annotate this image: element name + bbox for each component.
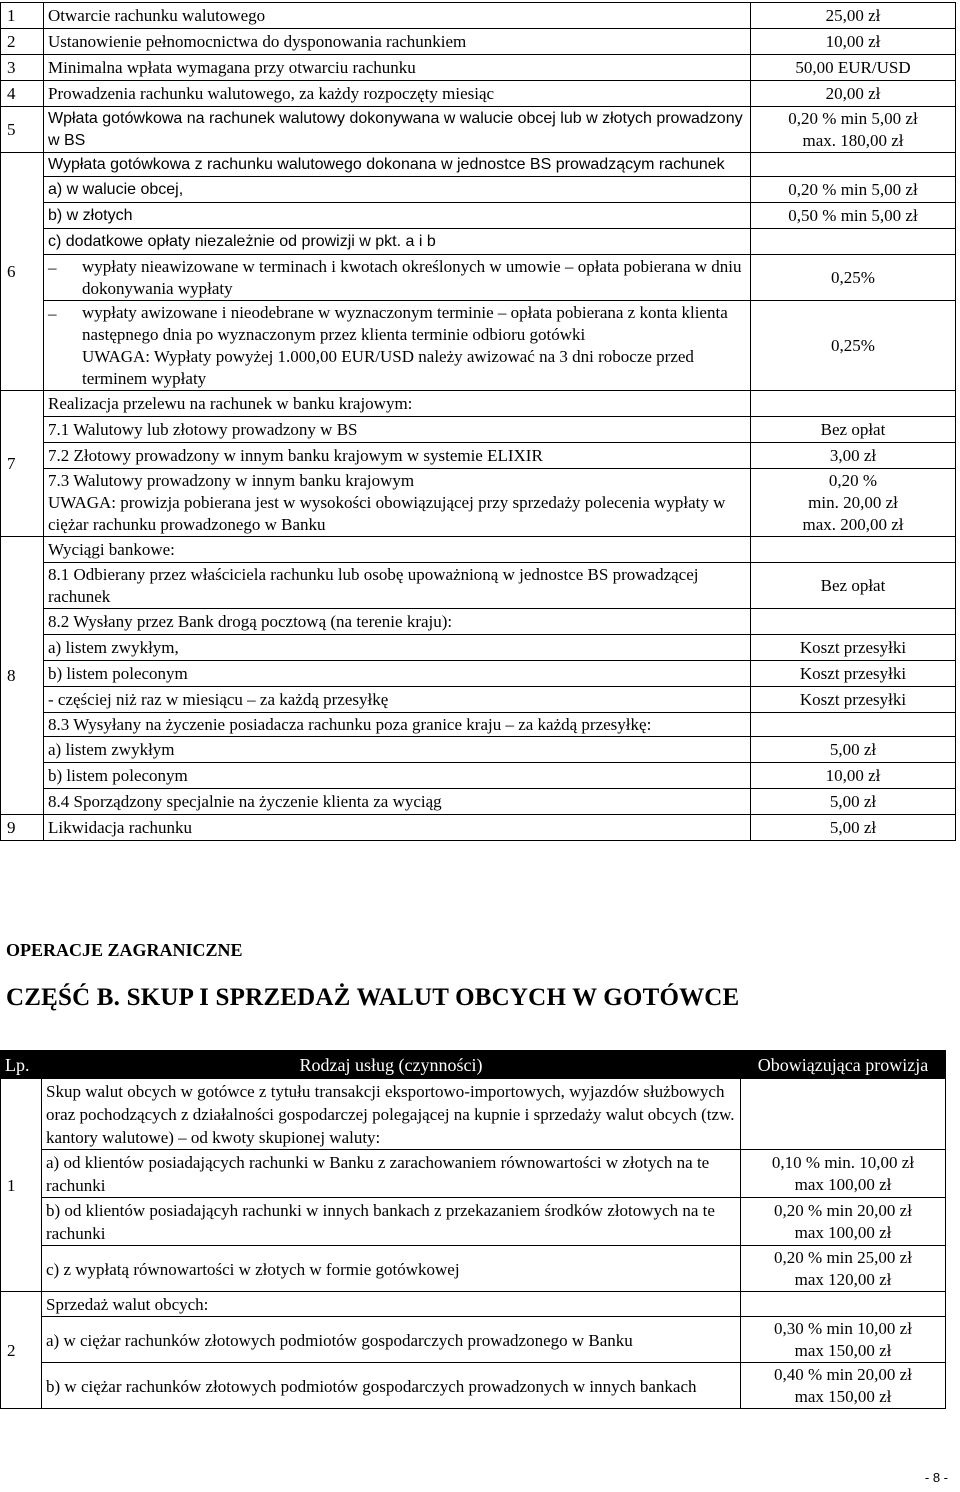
row-number: 5: [1, 107, 44, 153]
description-text: 7.3 Walutowy prowadzony w innym banku krajowym: [48, 471, 415, 490]
fee-line: max 150,00 zł: [794, 1341, 892, 1360]
fee-value: 50,00 EUR/USD: [751, 55, 956, 81]
sub-item: b) w złotych: [44, 203, 751, 229]
fee-value: 25,00 zł: [751, 3, 956, 29]
service-description: Skup walut obcych w gotówce z tytułu transakcji eksportowo-importowych, wyjazdów służbowych oraz pochodzących z działalności gospodarczej polegającej na kupnie i sprzedaży walut obcych (tzw. kantory walutowe) – od kwoty skupionej waluty:: [42, 1079, 741, 1150]
table-row: [1, 469, 956, 537]
fee-line: 0,20 %: [828, 471, 878, 490]
fee-line: 0,20 % min 25,00 zł: [774, 1248, 912, 1267]
fee-value: [751, 469, 956, 537]
fee-value: 10,00 zł: [751, 29, 956, 55]
fee-value: [751, 713, 956, 737]
fee-line: 0,10 % min. 10,00 zł: [771, 1153, 915, 1172]
sub-item: c) dodatkowe opłaty niezależnie od prowizji w pkt. a i b: [44, 229, 751, 255]
fee-value: Bez opłat: [751, 563, 956, 609]
fee-value: 10,00 zł: [751, 763, 956, 789]
table-row: [1, 301, 956, 391]
fee-line: max. 180,00 zł: [802, 131, 904, 150]
sub-item: b) listem poleconym: [44, 763, 751, 789]
column-header-commission: Obowiązująca prowizja: [741, 1051, 946, 1079]
service-description: Otwarcie rachunku walutowego: [44, 3, 751, 29]
table-row: [1, 417, 956, 443]
sub-item: [44, 563, 751, 609]
fx-fees-table: [0, 1050, 946, 1409]
column-header-service: Rodzaj usług (czynności): [42, 1051, 741, 1079]
section-title: OPERACJE ZAGRANICZNE: [6, 940, 243, 960]
part-title: CZĘŚĆ B. SKUP I SPRZEDAŻ WALUT OBCYCH W GOTÓWCE: [6, 984, 740, 1011]
sub-item: 7.1 Walutowy lub złotowy prowadzony w BS: [44, 417, 751, 443]
dash-bullet: –: [48, 258, 57, 277]
service-description: Prowadzenia rachunku walutowego, za każdy rozpoczęty miesiąc: [44, 81, 751, 107]
fee-value: 0,25%: [751, 255, 956, 301]
table-row: [1, 3, 956, 29]
fee-value: [741, 1079, 946, 1150]
table-row: [1, 737, 956, 763]
table-row: [1, 763, 956, 789]
note-text: UWAGA: Wypłaty powyżej 1.000,00 EUR/USD należy awizować na 3 dni robocze przed terminem wypłaty: [82, 347, 694, 388]
sub-item: b) listem poleconym: [44, 661, 751, 687]
fee-value: Koszt przesyłki: [751, 661, 956, 687]
table-row: [1, 1363, 946, 1409]
service-description: [44, 153, 751, 177]
table-row: [1, 789, 956, 815]
fee-value: 0,25%: [751, 301, 956, 391]
table-row: [1, 563, 956, 609]
description-text: Wpłata gotówkowa na rachunek walutowy dokonywana w walucie obcej lub w złotych prowadzony w BS: [48, 110, 743, 149]
fee-value: [741, 1317, 946, 1363]
fee-line: max 100,00 zł: [794, 1175, 892, 1194]
sub-item: 8.2 Wysłany przez Bank drogą pocztową (na terenie kraju):: [44, 609, 751, 635]
table-row: [1, 55, 956, 81]
table-row: [1, 687, 956, 713]
fee-value: Bez opłat: [751, 417, 956, 443]
description-text: 8.3 Wysyłany na życzenie posiadacza rachunku poza granice kraju – za każdą przesyłkę:: [48, 715, 652, 734]
fee-value: [751, 107, 956, 153]
sub-item: a) w ciężar rachunków złotowych podmiotów gospodarczych prowadzonego w Banku: [42, 1317, 741, 1363]
fee-value: Koszt przesyłki: [751, 635, 956, 661]
service-description: Likwidacja rachunku: [44, 815, 751, 841]
table-row: [1, 1292, 946, 1317]
row-number: 6: [1, 153, 44, 391]
row-number: 9: [1, 815, 44, 841]
column-header-lp: Lp.: [1, 1051, 42, 1079]
table-row: [1, 815, 956, 841]
sub-item: a) w walucie obcej,: [44, 177, 751, 203]
page-number: - 8 -: [924, 1470, 948, 1485]
sub-item: c) z wypłatą równowartości w złotych w formie gotówkowej: [42, 1246, 741, 1292]
sub-item: b) od klientów posiadającyh rachunki w innych bankach z przekazaniem środków złotowych na te rachunki: [42, 1198, 741, 1246]
table-row: [1, 609, 956, 635]
table-row: [1, 153, 956, 177]
row-number: 8: [1, 537, 44, 815]
fee-value: [751, 391, 956, 417]
fee-value: [751, 229, 956, 255]
fee-value: 5,00 zł: [751, 737, 956, 763]
dash-bullet: –: [48, 304, 57, 323]
fee-value: [751, 609, 956, 635]
fee-value: Koszt przesyłki: [751, 687, 956, 713]
fee-line: 0,20 % min 20,00 zł: [774, 1201, 912, 1220]
fee-line: max 100,00 zł: [794, 1223, 892, 1242]
table-row: [1, 81, 956, 107]
fee-value: 0,20 % min 5,00 zł: [751, 177, 956, 203]
note-text: UWAGA: prowizja pobierana jest w wysokości obowiązującej przy sprzedaży polecenia wypłaty w ciężar rachunku prowadzonego w Banku: [48, 493, 726, 534]
table-row: [1, 1317, 946, 1363]
table-row: [1, 29, 956, 55]
sub-item: [44, 713, 751, 737]
fee-value: 5,00 zł: [751, 789, 956, 815]
sub-item: - częściej niż raz w miesiącu – za każdą przesyłkę: [44, 687, 751, 713]
service-description: Sprzedaż walut obcych:: [42, 1292, 741, 1317]
description-text: 8.1 Odbierany przez właściciela rachunku lub osobę upoważnioną w jednostce BS prowadzącej rachunek: [48, 565, 699, 606]
description-text: wypłaty awizowane i nieodebrane w wyznaczonym terminie – opłata pobierana z konta klienta następnego dnia po wyznaczonym przez klienta terminie odbioru gotówki: [82, 303, 728, 344]
fee-value: [751, 537, 956, 563]
description-text: Wypłata gotówkowa z rachunku walutowego dokonana w jednostce BS prowadzącym rachunek: [48, 156, 725, 173]
row-number: 3: [1, 55, 44, 81]
fee-value: 3,00 zł: [751, 443, 956, 469]
fee-line: 0,20 % min 5,00 zł: [788, 109, 918, 128]
table-row: [1, 1246, 946, 1292]
table-row: [1, 255, 956, 301]
row-number: 7: [1, 391, 44, 537]
fee-line: 0,40 % min 20,00 zł: [774, 1365, 912, 1384]
sub-item: 8.4 Sporządzony specjalnie na życzenie klienta za wyciąg: [44, 789, 751, 815]
table-header-row: [1, 1051, 946, 1079]
fee-value: [751, 153, 956, 177]
sub-item: b) w ciężar rachunków złotowych podmiotów gospodarczych prowadzonych w innych bankach: [42, 1363, 741, 1409]
table-row: [1, 713, 956, 737]
table-row: [1, 107, 956, 153]
fee-value: [741, 1198, 946, 1246]
table-row: [1, 391, 956, 417]
table-row: [1, 177, 956, 203]
service-description: [44, 107, 751, 153]
sub-item: [44, 301, 751, 391]
table-row: [1, 1079, 946, 1150]
fee-line: max 150,00 zł: [794, 1387, 892, 1406]
row-number: 2: [1, 1292, 42, 1409]
service-description: Minimalna wpłata wymagana przy otwarciu rachunku: [44, 55, 751, 81]
sub-item: [44, 469, 751, 537]
sub-item: 7.2 Złotowy prowadzony w innym banku krajowym w systemie ELIXIR: [44, 443, 751, 469]
service-description: Ustanowienie pełnomocnictwa do dysponowania rachunkiem: [44, 29, 751, 55]
sub-item: [44, 255, 751, 301]
fee-value: 5,00 zł: [751, 815, 956, 841]
table-row: [1, 661, 956, 687]
fee-value: [741, 1363, 946, 1409]
fee-value: [741, 1292, 946, 1317]
row-number: 1: [1, 3, 44, 29]
table-row: [1, 229, 956, 255]
fee-value: [741, 1246, 946, 1292]
table-row: [1, 537, 956, 563]
fee-line: max. 200,00 zł: [802, 515, 904, 534]
service-description: Realizacja przelewu na rachunek w banku krajowym:: [44, 391, 751, 417]
row-number: 1: [1, 1079, 42, 1292]
fee-line: max 120,00 zł: [794, 1270, 892, 1289]
table-row: [1, 443, 956, 469]
fee-value: 0,50 % min 5,00 zł: [751, 203, 956, 229]
fee-value: 20,00 zł: [751, 81, 956, 107]
table-row: [1, 1150, 946, 1198]
account-fees-table: [0, 2, 956, 841]
table-row: [1, 1198, 946, 1246]
service-description: Wyciągi bankowe:: [44, 537, 751, 563]
fee-line: min. 20,00 zł: [808, 493, 898, 512]
row-number: 4: [1, 81, 44, 107]
table-row: [1, 203, 956, 229]
sub-item: a) listem zwykłym: [44, 737, 751, 763]
sub-item: a) listem zwykłym,: [44, 635, 751, 661]
row-number: 2: [1, 29, 44, 55]
fee-value: [741, 1150, 946, 1198]
description-text: wypłaty nieawizowane w terminach i kwotach określonych w umowie – opłata pobierana w dniu dokonywania wypłaty: [82, 257, 742, 298]
sub-item: a) od klientów posiadających rachunki w Banku z zarachowaniem równowartości w złotych na te rachunki: [42, 1150, 741, 1198]
fee-line: 0,30 % min 10,00 zł: [774, 1319, 912, 1338]
table-row: [1, 635, 956, 661]
